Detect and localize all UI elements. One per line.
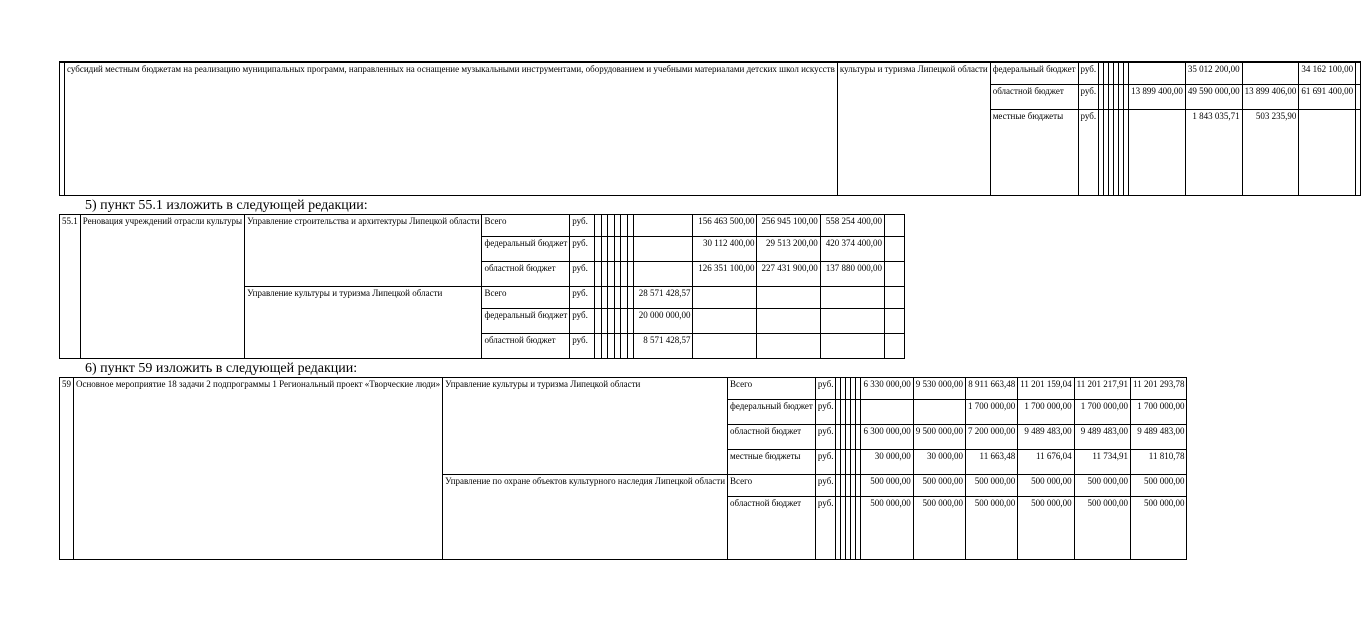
value-cell: 20 000 000,00 <box>634 309 693 334</box>
unit: руб. <box>1078 109 1099 195</box>
value-cell: 11 201 159,04 <box>1018 378 1074 400</box>
value-cell: 9 489 483,00 <box>1131 425 1187 450</box>
section-heading-55-1: 5) пункт 55.1 изложить в следующей редакции: <box>85 198 368 213</box>
value-cell: 256 945 100,00 <box>757 215 820 237</box>
measure-name: субсидий местным бюджетам на реализацию муниципальных программ, направленных на оснащение музыкальными инструментами, оборудованием и учебными материалами детских школ искусств <box>65 62 838 195</box>
value-cell: 500 000,00 <box>1131 475 1187 497</box>
value-cell: 29 513 200,00 <box>757 237 820 262</box>
funding-source: Всего <box>482 287 570 309</box>
value-cell: 500 000,00 <box>1018 497 1074 560</box>
value-cell: 11 810,78 <box>1131 450 1187 475</box>
unit: руб. <box>570 309 595 334</box>
funding-source: федеральный бюджет <box>728 400 816 425</box>
funding-source: областной бюджет <box>728 425 816 450</box>
responsible-org: Управление по охране объектов культурного наследия Липецкой области <box>443 475 728 560</box>
value-cell: 137 880 000,00 <box>820 262 884 287</box>
value-cell: 8 571 428,57 <box>634 334 693 359</box>
funding-source: областной бюджет <box>990 84 1078 109</box>
value-cell: 6 330 000,00 <box>861 378 913 400</box>
value-cell: 500 000,00 <box>913 475 965 497</box>
measure-name: Основное мероприятие 18 задачи 2 подпрограммы 1 Региональный проект «Творческие люди» <box>74 378 443 560</box>
value-cell: 500 000,00 <box>1074 497 1130 560</box>
budget-table-55-1 <box>59 214 905 359</box>
unit: руб. <box>815 425 836 450</box>
value-cell: 11 734,91 <box>1074 450 1130 475</box>
value-cell <box>1356 62 1361 84</box>
responsible-org: культуры и туризма Липецкой области <box>837 62 990 195</box>
unit: руб. <box>570 237 595 262</box>
value-cell: 11 201 217,91 <box>1074 378 1130 400</box>
value-cell: 35 012 200,00 <box>1185 62 1242 84</box>
row-number: 59 <box>60 378 74 560</box>
value-cell: 126 351 100,00 <box>693 262 757 287</box>
value-cell: 9 530 000,00 <box>913 378 965 400</box>
section-heading-59: 6) пункт 59 изложить в следующей редакции: <box>85 361 358 376</box>
funding-source: Всего <box>482 215 570 237</box>
value-cell: 500 000,00 <box>1074 475 1130 497</box>
value-cell: 34 162 100,00 <box>1299 62 1356 84</box>
row-number: 55.1 <box>60 215 81 359</box>
value-cell: 11 663,48 <box>965 450 1017 475</box>
value-cell: 500 000,00 <box>1018 475 1074 497</box>
value-cell: 156 463 500,00 <box>693 215 757 237</box>
value-cell: 11 201 293,78 <box>1131 378 1187 400</box>
funding-source: областной бюджет <box>728 497 816 560</box>
responsible-org: Управление культуры и туризма Липецкой области <box>443 378 728 475</box>
measure-name: Реновация учреждений отрасли культуры <box>80 215 244 359</box>
value-cell: 8 911 663,48 <box>965 378 1017 400</box>
unit: руб. <box>570 334 595 359</box>
value-cell: 49 590 000,00 <box>1185 84 1242 109</box>
value-cell: 500 000,00 <box>861 475 913 497</box>
value-cell: 420 374 400,00 <box>820 237 884 262</box>
funding-source: областной бюджет <box>482 334 570 359</box>
unit: руб. <box>570 215 595 237</box>
funding-source: Всего <box>728 378 816 400</box>
value-cell: 1 700 000,00 <box>1018 400 1074 425</box>
funding-source: областной бюджет <box>482 262 570 287</box>
value-cell: 500 000,00 <box>913 497 965 560</box>
value-cell: 30 112 400,00 <box>693 237 757 262</box>
value-cell: 1 700 000,00 <box>1131 400 1187 425</box>
funding-source: федеральный бюджет <box>482 237 570 262</box>
value-cell: 558 254 400,00 <box>820 215 884 237</box>
funding-source: Всего <box>728 475 816 497</box>
unit: руб. <box>815 400 836 425</box>
value-cell: 11 676,04 <box>1018 450 1074 475</box>
unit: руб. <box>815 475 836 497</box>
funding-source: федеральный бюджет <box>482 309 570 334</box>
unit: руб. <box>815 497 836 560</box>
value-cell: 503 235,90 <box>1242 109 1299 195</box>
unit: руб. <box>1078 84 1099 109</box>
value-cell: 30 000,00 <box>913 450 965 475</box>
value-cell: 7 200 000,00 <box>965 425 1017 450</box>
responsible-org: Управление строительства и архитектуры Липецкой области <box>245 215 482 287</box>
value-cell: 1 700 000,00 <box>965 400 1017 425</box>
responsible-org: Управление культуры и туризма Липецкой области <box>245 287 482 359</box>
value-cell: 500 000,00 <box>861 497 913 560</box>
unit: руб. <box>815 378 836 400</box>
value-cell: 30 000,00 <box>861 450 913 475</box>
value-cell: 6 300 000,00 <box>861 425 913 450</box>
value-cell: 500 000,00 <box>1131 497 1187 560</box>
value-cell: 1 700 000,00 <box>1074 400 1130 425</box>
value-cell: 9 489 483,00 <box>1018 425 1074 450</box>
value-cell: 500 000,00 <box>965 497 1017 560</box>
value-cell <box>1242 62 1299 84</box>
funding-source: местные бюджеты <box>990 109 1078 195</box>
funding-source: местные бюджеты <box>728 450 816 475</box>
value-cell: 13 899 406,00 <box>1242 84 1299 109</box>
unit: руб. <box>570 262 595 287</box>
value-cell: 1 843 035,71 <box>1185 109 1242 195</box>
value-cell <box>1129 62 1186 84</box>
unit: руб. <box>815 450 836 475</box>
value-cell: 500 000,00 <box>965 475 1017 497</box>
unit: руб. <box>1078 62 1099 84</box>
budget-table-continued <box>59 61 1361 196</box>
value-cell: 9 489 483,00 <box>1074 425 1130 450</box>
unit: руб. <box>570 287 595 309</box>
value-cell <box>1356 84 1361 109</box>
value-cell: 28 571 428,57 <box>634 287 693 309</box>
value-cell: 13 899 400,00 <box>1129 84 1186 109</box>
funding-source: федеральный бюджет <box>990 62 1078 84</box>
budget-table-59 <box>59 377 1187 560</box>
value-cell: 9 500 000,00 <box>913 425 965 450</box>
value-cell: 227 431 900,00 <box>757 262 820 287</box>
value-cell: 61 691 400,00 <box>1299 84 1356 109</box>
